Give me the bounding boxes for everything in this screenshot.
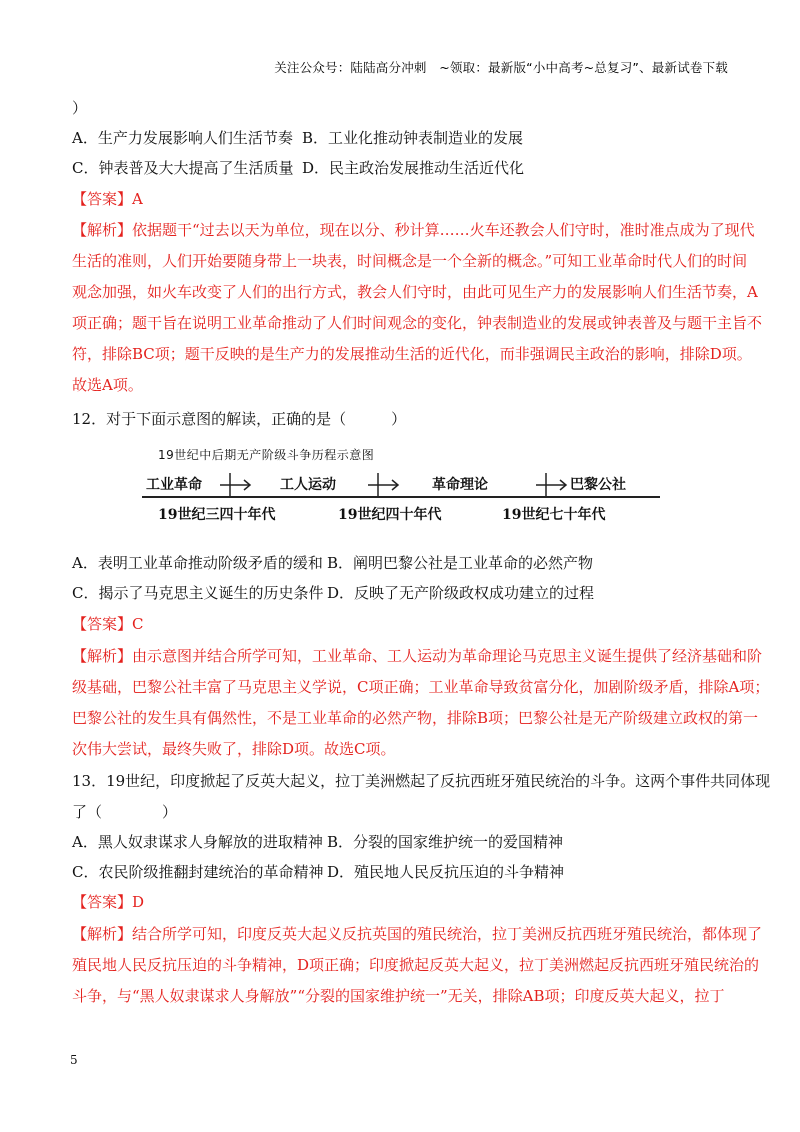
q13-option-b: B．分裂的国家维护统一的爱国精神 xyxy=(327,833,564,851)
q12-analysis-line: 次伟大尝试，最终失败了，排除D项。故选C项。 xyxy=(72,740,396,758)
q13-stem-line: 13．19世纪，印度掀起了反英大起义，拉丁美洲燃起了反抗西班牙殖民统治的斗争。这两个事件共同体现 xyxy=(72,772,771,790)
q12-analysis-line: 级基础，巴黎公社丰富了马克思主义学说，C项正确；工业革命导致贫富分化，加剧阶级矛盾，排除A项； xyxy=(72,678,770,696)
q13-analysis-line: 殖民地人民反抗压迫的斗争精神，D项正确；印度掀起反英大起义，拉丁美洲燃起反抗西班牙殖民统治的 xyxy=(72,956,760,974)
diagram-node-workers-movement: 工人运动 xyxy=(280,477,336,493)
diagram-period: 19世纪四十年代 xyxy=(338,507,442,523)
q11-option-a: A．生产力发展影响人们生活节奏 xyxy=(72,129,293,147)
q11-analysis-line: 【解析】依据题干“过去以天为单位，现在以分、秒计算……火车还教会人们守时，准时准点成为了现代 xyxy=(72,221,755,239)
q13-option-c: C．农民阶级推翻封建统治的革命精神 xyxy=(72,863,324,881)
q12-answer: 【答案】C xyxy=(72,615,144,633)
q12-option-a: A．表明工业革命推动阶级矛盾的缓和 xyxy=(72,554,323,572)
q12-options-row-1 xyxy=(72,553,593,573)
q12-analysis-line: 巴黎公社的发生具有偶然性，不是工业革命的必然产物，排除B项；巴黎公社是无产阶级建立政权的第一 xyxy=(72,709,759,727)
q11-analysis-line: 符，排除BC项；题干反映的是生产力的发展推动生活的近代化，而非强调民主政治的影响，排除D项。 xyxy=(72,345,752,363)
q13-stem-line: 了（ ） xyxy=(72,803,178,821)
diagram-timeline xyxy=(142,496,660,498)
diagram-node-industrial-revolution: 工业革命 xyxy=(146,477,202,493)
diagram-period: 19世纪七十年代 xyxy=(502,507,606,523)
q11-answer: 【答案】A xyxy=(72,190,143,208)
diagram-title: 19世纪中后期无产阶级斗争历程示意图 xyxy=(158,448,375,462)
arrow-icon xyxy=(366,473,400,497)
q12-stem: 12．对于下面示意图的解读，正确的是（ ） xyxy=(72,410,407,428)
q12-analysis-line: 【解析】由示意图并结合所学可知，工业革命、工人运动为革命理论马克思主义诞生提供了经济基础和阶 xyxy=(72,647,763,665)
q13-answer: 【答案】D xyxy=(72,893,145,911)
q11-options-row-2 xyxy=(72,158,524,178)
struggle-diagram xyxy=(142,446,662,524)
q11-option-d: D．民主政治发展推动生活近代化 xyxy=(302,159,525,177)
q13-options-row-1 xyxy=(72,832,563,852)
q13-option-d: D．殖民地人民反抗压迫的斗争精神 xyxy=(327,863,565,881)
arrow-icon xyxy=(218,473,252,497)
q12-option-d: D．反映了无产阶级政权成功建立的过程 xyxy=(327,584,595,602)
q12-options-row-2 xyxy=(72,583,594,603)
page-number: 5 xyxy=(70,1053,78,1067)
diagram-node-paris-commune: 巴黎公社 xyxy=(570,477,626,493)
page-header: 关注公众号：陆陆高分冲刺 ~领取：最新版“小中高考~总复习”、最新试卷下载 xyxy=(274,60,728,75)
arrow-icon xyxy=(534,473,568,497)
q11-analysis-line: 生活的准则，人们开始要随身带上一块表，时间概念是一个全新的概念。”可知工业革命时代人们的时间 xyxy=(72,252,748,270)
q11-option-c: C．钟表普及大大提高了生活质量 xyxy=(72,159,294,177)
q11-analysis-line: 项正确；题干旨在说明工业革命推动了人们时间观念的变化，钟表制造业的发展或钟表普及与题干主旨不 xyxy=(72,314,763,332)
q12-option-b: B．阐明巴黎公社是工业革命的必然产物 xyxy=(327,554,594,572)
q11-option-b: B．工业化推动钟表制造业的发展 xyxy=(302,129,524,147)
q11-options-row-1 xyxy=(72,128,523,148)
q11-analysis-line: 故选A项。 xyxy=(72,376,143,394)
q11-analysis-line: 观念加强，如火车改变了人们的出行方式，教会人们守时，由此可见生产力的发展影响人们生活节奏，A xyxy=(72,283,758,301)
q11-stem-tail: ） xyxy=(72,99,88,117)
q13-analysis-line: 【解析】结合所学可知，印度反英大起义反抗英国的殖民统治，拉丁美洲反抗西班牙殖民统治，都体现了 xyxy=(72,925,763,943)
diagram-node-revolutionary-theory: 革命理论 xyxy=(432,477,488,493)
diagram-period: 19世纪三四十年代 xyxy=(158,507,276,523)
q13-analysis-line: 斗争，与“黑人奴隶谋求人身解放”“分裂的国家维护统一”无关，排除AB项；印度反英大起义，拉丁 xyxy=(72,987,725,1005)
q13-options-row-2 xyxy=(72,862,564,882)
q12-option-c: C．揭示了马克思主义诞生的历史条件 xyxy=(72,584,324,602)
q13-option-a: A．黑人奴隶谋求人身解放的进取精神 xyxy=(72,833,323,851)
